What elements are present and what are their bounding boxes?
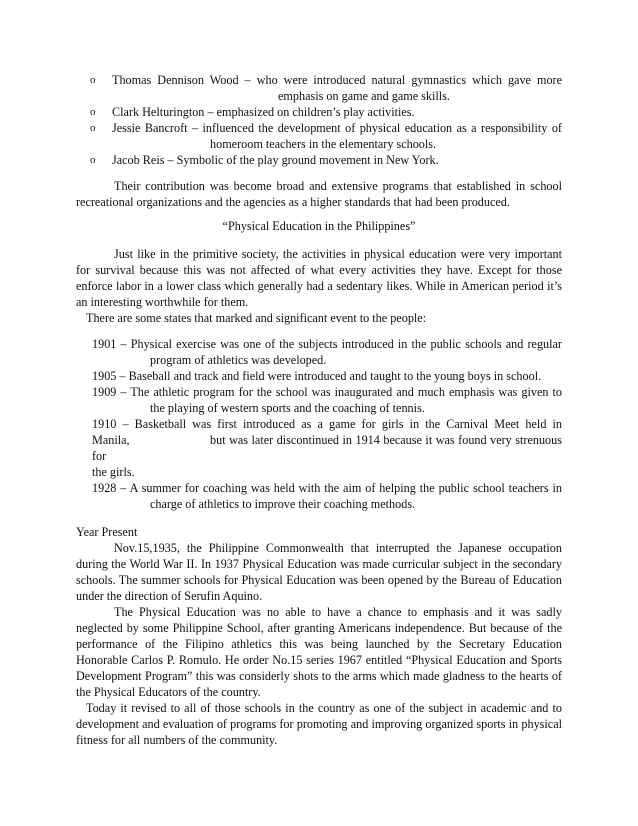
bullet-text: Jacob Reis – Symbolic of the play ground movement in New York. [112,153,439,167]
year-present-label: Year Present [76,525,138,539]
bullet-marker: o [90,74,96,86]
events-timeline [76,336,562,512]
list-item [76,104,562,120]
document-page [76,72,562,748]
contribution-paragraph: Their contribution was become broad and extensive programs that established in school recreational organizations and the agencies as a higher standards that had been produced. [76,179,562,209]
romulo-paragraph: The Physical Education was no able to have a chance to emphasis and it was sadly neglected by some Philippine School, after granting Americans independence. But because of the performance of the Filipino athletics this was being launched by the Secretary Education Honorable Carlos P. Romulo. He order No.15 series 1967 entitled “Physical Education and Sports Development Program” this was considerly shots to the arms which made gladness to the hearts of the Physical Educators of the country. [76,605,562,699]
timeline-manila: Manila, [92,433,130,447]
timeline-continuation: the playing of western sports and the coaching of tennis. [150,401,425,415]
list-item [76,72,562,104]
bullet-marker: o [90,122,96,134]
timeline-entry-1905 [92,368,562,384]
list-item [76,120,562,152]
timeline-entry-1928 [92,480,562,512]
list-item [76,152,562,168]
today-paragraph: Today it revised to all of those schools in the country as one of the subject in academic and to development and evaluation of programs for promoting and improving organized sports in physical fitness for all numbers of the community. [76,701,562,747]
timeline-text: 1905 – Baseball and track and field were introduced and taught to the young boys in school. [92,369,542,383]
bullet-continuation: emphasis on game and game skills. [278,89,450,103]
commonwealth-paragraph: Nov.15,1935, the Philippine Commonwealth that interrupted the Japanese occupation during the World War II. In 1937 Physical Education was made curricular subject in the secondary schools. The summer schools for Physical Education was been opened by the Bureau of Education under the direction of Serufin Aquino. [76,541,562,603]
timeline-entry-1910 [92,416,562,480]
bullet-marker: o [90,154,96,166]
bullet-marker: o [90,106,96,118]
timeline-entry-1909 [92,384,562,416]
timeline-continuation: program of athletics was developed. [150,353,327,367]
timeline-text-line2 [92,432,562,464]
bullet-text: Jessie Bancroft – influenced the development of physical education as a responsibility of [112,121,562,135]
states-intro: There are some states that marked and significant event to the people: [86,311,427,325]
timeline-text: 1928 – A summer for coaching was held with the aim of helping the public school teachers in [92,481,562,495]
section-title: “Physical Education in the Philippines” [222,219,416,233]
timeline-text-rest: but was later discontinued in 1914 because it was found very strenuous for [92,433,562,463]
bullet-text: Clark Helturington – emphasized on children’s play activities. [112,105,415,119]
bullet-continuation: homeroom teachers in the elementary schools. [210,137,437,151]
timeline-text: 1901 – Physical exercise was one of the subjects introduced in the public schools and regular [92,337,562,351]
timeline-text: 1910 – Basketball was first introduced as a game for girls in the Carnival Meet held in [92,417,562,431]
timeline-text-last: the girls. [92,465,135,479]
timeline-entry-1901 [92,336,562,368]
bullet-text: Thomas Dennison Wood – who were introduced natural gymnastics which gave more [112,73,562,87]
timeline-continuation: charge of athletics to improve their coaching methods. [150,497,416,511]
pioneers-bullet-list [76,72,562,168]
timeline-text: 1909 – The athletic program for the school was inaugurated and much emphasis was given to [92,385,562,399]
primitive-society-paragraph: Just like in the primitive society, the activities in physical education were very important for survival because this was not affected of what every activities they have. Except for those enforce labor in a lower class which generally had a sedentary likes. While in American period it’s an interesting worthwhile for them. [76,247,562,309]
